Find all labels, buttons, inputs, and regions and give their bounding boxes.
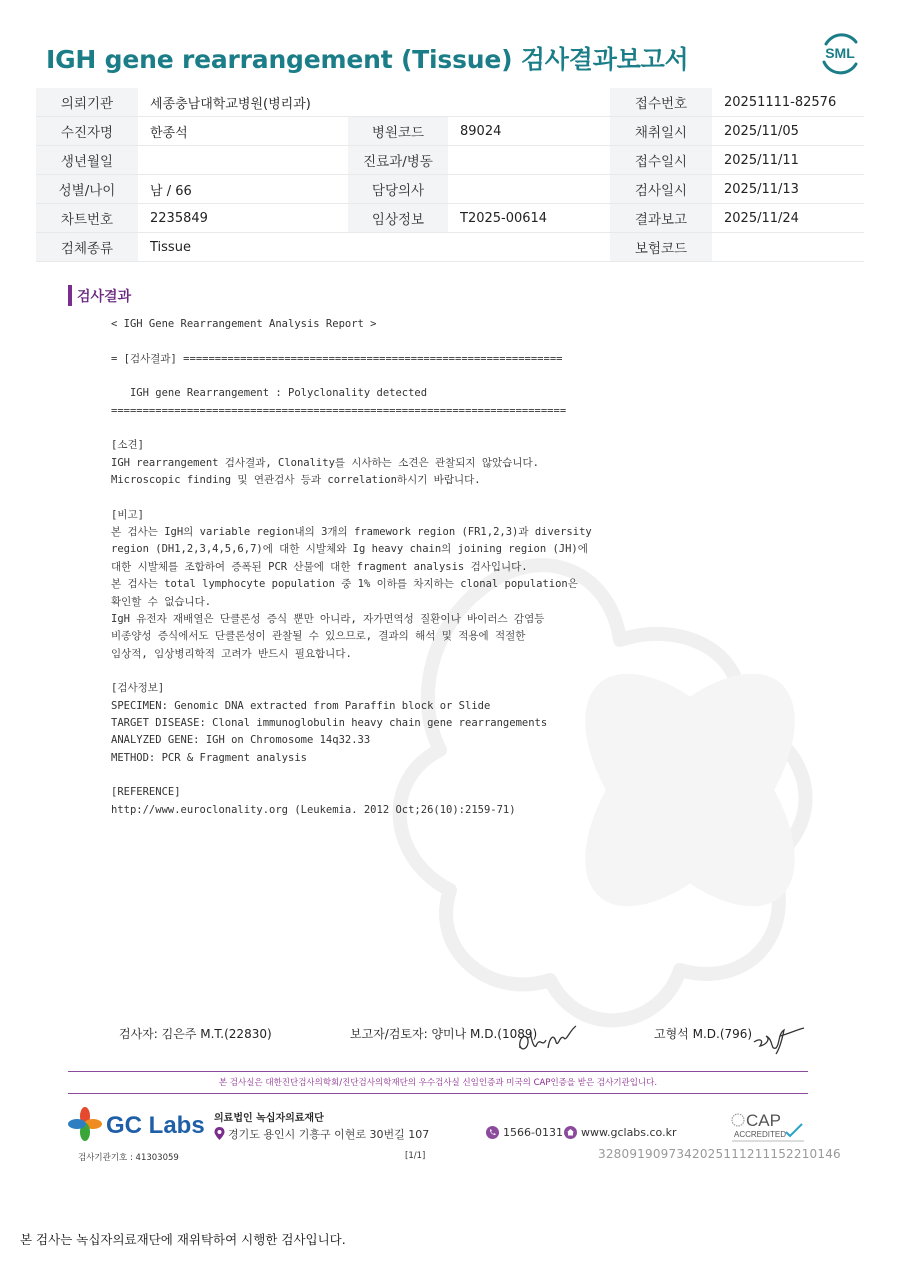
empty-cell <box>348 233 448 262</box>
insurance-code-label: 보험코드 <box>610 233 712 262</box>
requesting-institution-label: 의뢰기관 <box>36 88 138 117</box>
report-body: < IGH Gene Rearrangement Analysis Report > = [검사결과] ============================================================ IGH gene Rearrangement : Polyclonality detected ======================================================================== [소견] IGH rearrangement 검사결과, Clonality를 시사하는 소견은 관찰되지 않았습니다. Microscopic finding 및 연관검사 등과 correlation하시기 바랍니다. [비고] 본 검사는 IgH의 variable region내의 3개의 framework region (FR1,2,3)과 diversity region (DH1,2,3,4,5,6,7)에 대한 시발체와 Ig heavy chain의 joining region (JH)에 대한 시발체를 조합하여 증폭된 PCR 산물에 대한 fragment analysis 검사입니다. 본 검사는 total lymphocyte population 중 1% 이하를 차지하는 clonal population은 확인할 수 없습니다. IgH 유전자 재배열은 단클론성 증식 뿐만 아니라, 자가면역성 질환이나 바이러스 감염등 비종양성 증식에서도 단클론성이 관찰될 수 있으므로, 결과의 해석 및 적용에 적절한 임상적, 임상병리학적 고려가 반드시 필요합니다. [검사정보] SPECIMEN: Genomic DNA extracted from Paraffin block or Slide TARGET DISEASE: Clonal immunoglobulin heavy chain gene rearrangements ANALYZED GENE: IGH on Chromosome 14q32.33 METHOD: PCR & Fragment analysis [REFERENCE] http://www.euroclonality.org (Leukemia. 2012 Oct;26(10):2159-71) <box>111 318 592 816</box>
patient-info-table <box>36 88 864 262</box>
phone-number: 1566-0131 <box>503 1126 563 1139</box>
sex-age-value: 남 / 66 <box>138 175 348 204</box>
birth-date-value <box>138 146 348 175</box>
hospital-code-value: 89024 <box>448 117 610 146</box>
consignment-note: 본 검사는 녹십자의료재단에 재위탁하여 시행한 검사입니다. <box>20 1232 346 1247</box>
hospital-code-label: 병원코드 <box>348 117 448 146</box>
chart-number-label: 차트번호 <box>36 204 138 233</box>
receipt-number-label: 접수번호 <box>610 88 712 117</box>
insurance-code-value <box>712 233 864 262</box>
lab-code: 검사기관기호 : 41303059 <box>78 1153 179 1163</box>
organization-address: 경기도 용인시 기흥구 이현로 30번길 107 <box>228 1128 430 1141</box>
physician-value <box>448 175 610 204</box>
collection-date-label: 채취일시 <box>610 117 712 146</box>
info-row <box>36 233 864 262</box>
receipt-date-label: 접수일시 <box>610 146 712 175</box>
gc-labs-logo <box>68 1106 206 1142</box>
receipt-date-value: 2025/11/11 <box>712 146 864 175</box>
report-date-value: 2025/11/24 <box>712 204 864 233</box>
clinical-info-label: 임상정보 <box>348 204 448 233</box>
svg-text:CAP: CAP <box>746 1111 781 1130</box>
website-link[interactable]: www.gclabs.co.kr <box>581 1126 677 1139</box>
section-marker <box>68 285 72 306</box>
collection-date-value: 2025/11/05 <box>712 117 864 146</box>
svg-text:GC Labs: GC Labs <box>106 1112 205 1139</box>
tester-signature: 검사자: 김은주 M.T.(22830) <box>119 1027 272 1041</box>
physician-label: 담당의사 <box>348 175 448 204</box>
organization-name: 의료법인 녹십자의료재단 <box>214 1113 324 1124</box>
report-title: IGH gene rearrangement (Tissue) 검사결과보고서 <box>46 45 689 74</box>
reporter-signature: 보고자/검토자: 양미나 M.D.(1089) <box>350 1027 538 1041</box>
receipt-number-value: 20251111-82576 <box>712 88 864 117</box>
requesting-institution-value: 세종충남대학교병원(병리과) <box>138 88 348 117</box>
specimen-type-label: 검체종류 <box>36 233 138 262</box>
info-row <box>36 117 864 146</box>
cap-accredited-logo <box>728 1110 808 1144</box>
home-icon <box>564 1126 577 1139</box>
department-label: 진료과/병동 <box>348 146 448 175</box>
section-title: 검사결과 <box>77 289 132 305</box>
certification-text: 본 검사실은 대한진단검사의학회/진단검사의학재단의 우수검사실 신임인증과 미국의 CAP인증을 받은 검사기관입니다. <box>218 1078 658 1088</box>
divider <box>68 1071 808 1072</box>
chart-number-value: 2235849 <box>138 204 348 233</box>
reporter-handwritten-signature <box>516 1018 578 1056</box>
specimen-type-value: Tissue <box>138 233 348 262</box>
report-date-label: 결과보고 <box>610 204 712 233</box>
doctor-handwritten-signature <box>750 1018 806 1058</box>
empty-cell <box>448 88 610 117</box>
patient-name-value: 한종석 <box>138 117 348 146</box>
divider <box>68 1093 808 1094</box>
birth-date-label: 생년월일 <box>36 146 138 175</box>
phone-icon <box>486 1126 499 1139</box>
info-row <box>36 175 864 204</box>
empty-cell <box>348 88 448 117</box>
info-row <box>36 88 864 117</box>
doctor-signature: 고형석 M.D.(796) <box>654 1027 753 1041</box>
barcode-number: 3280919097342025111211152210146 <box>598 1147 841 1161</box>
svg-text:SML: SML <box>825 45 855 61</box>
sex-age-label: 성별/나이 <box>36 175 138 204</box>
empty-cell <box>448 233 610 262</box>
department-value <box>448 146 610 175</box>
test-date-label: 검사일시 <box>610 175 712 204</box>
patient-name-label: 수진자명 <box>36 117 138 146</box>
clinical-info-value: T2025-00614 <box>448 204 610 233</box>
info-row <box>36 204 864 233</box>
svg-text:ACCREDITED: ACCREDITED <box>734 1130 787 1139</box>
page-number: [1/1] <box>405 1151 426 1161</box>
sml-logo <box>818 30 862 76</box>
info-row <box>36 146 864 175</box>
location-pin-icon <box>214 1127 225 1140</box>
test-date-value: 2025/11/13 <box>712 175 864 204</box>
